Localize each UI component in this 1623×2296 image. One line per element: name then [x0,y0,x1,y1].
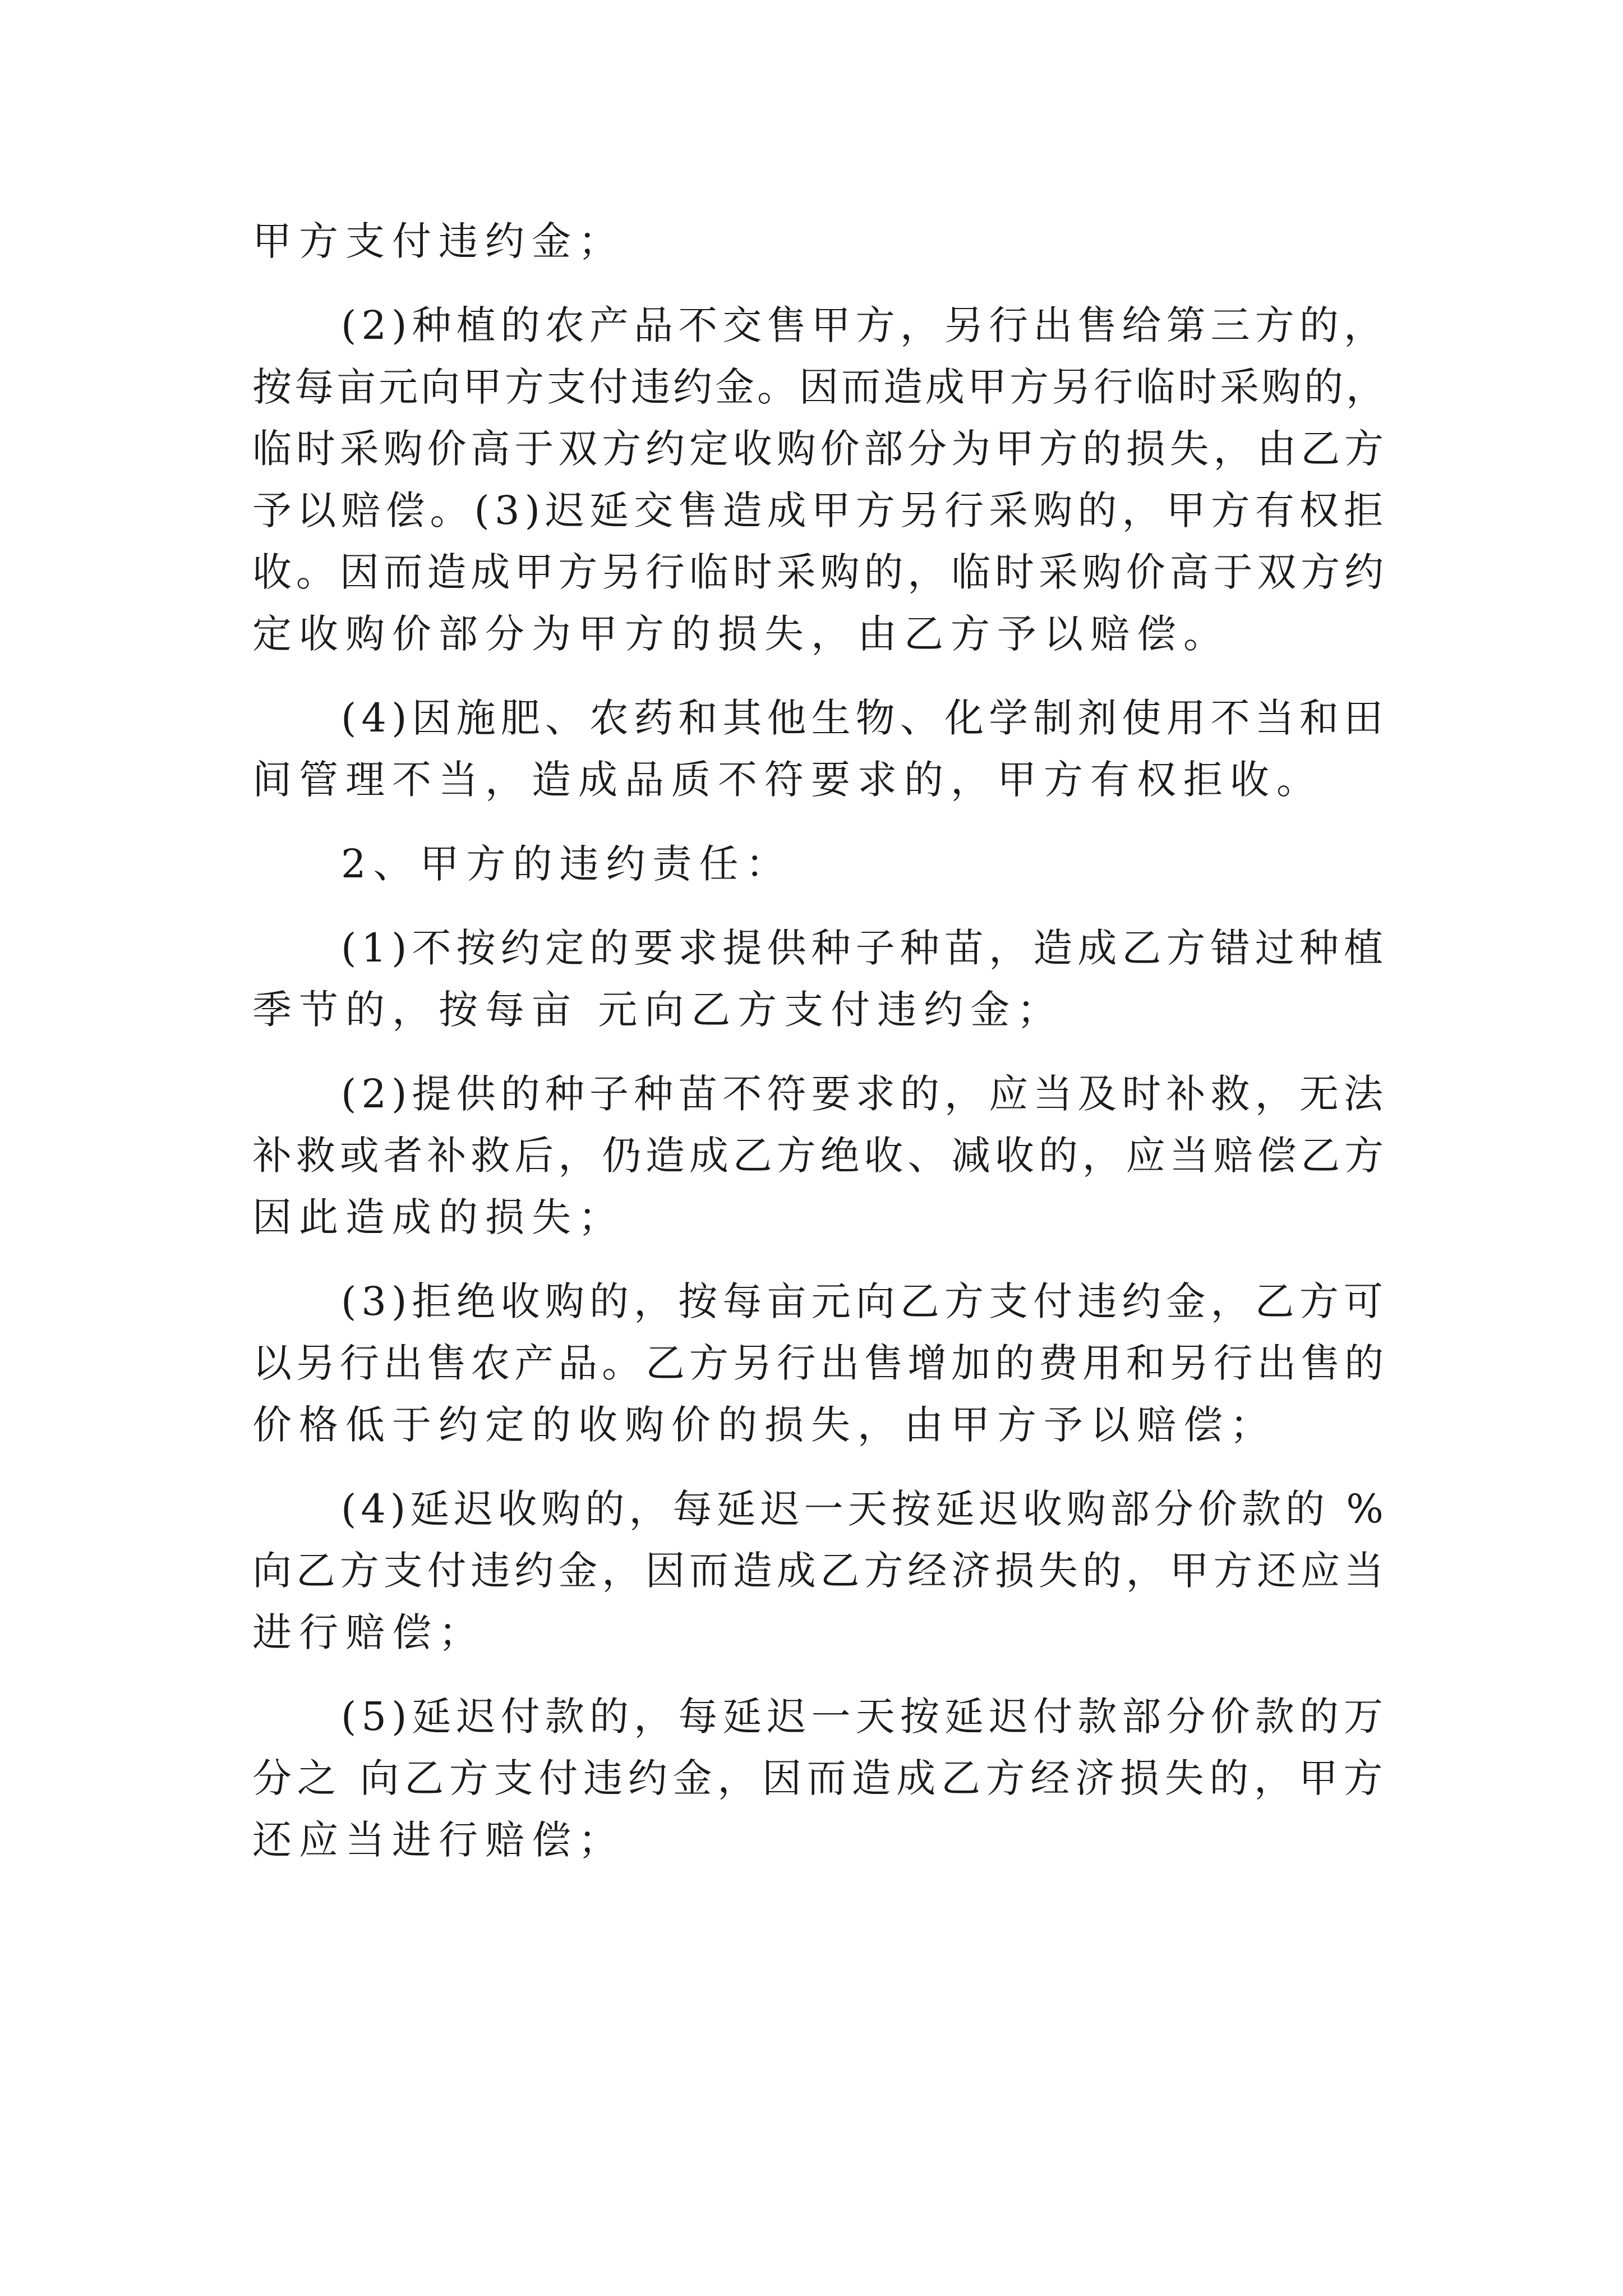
text-line: (3)拒绝收购的，按每亩元向乙方支付违约金，乙方可 [341,1278,1389,1324]
text-line: (1)不按约定的要求提供种子种苗，造成乙方错过种植 [341,925,1389,971]
text-line: 按每亩元向甲方支付违约金。因而造成甲方另行临时采购的， [252,364,1388,410]
text-line: 价格低于约定的收购价的损失，由甲方予以赔偿； [252,1402,1276,1448]
text-line: 还应当进行赔偿； [252,1817,625,1863]
text-line: 2、甲方的违约责任： [341,841,792,887]
text-line: 予以赔偿。(3)迟延交售造成甲方另行采购的，甲方有权拒 [252,487,1389,533]
text-line: 因此造成的损失； [252,1194,625,1240]
text-line: 分之 向乙方支付违约金，因而造成乙方经济损失的，甲方 [252,1755,1389,1801]
text-line: 补救或者补救后，仍造成乙方绝收、减收的，应当赔偿乙方 [252,1133,1388,1179]
text-line: 定收购价部分为甲方的损失，由乙方予以赔偿。 [252,611,1230,657]
text-line: (2)种植的农产品不交售甲方，另行出售给第三方的， [341,302,1389,348]
text-line: 收。因而造成甲方另行临时采购的，临时采购价高于双方约 [252,549,1388,595]
text-line: 甲方支付违约金； [252,218,625,264]
text-line: (4)延迟收购的，每延迟一天按延迟收购部分价款的 % [341,1486,1388,1532]
text-line: 进行赔偿； [252,1609,485,1655]
text-line: (2)提供的种子种苗不符要求的，应当及时补救，无法 [341,1071,1389,1117]
text-line: 临时采购价高于双方约定收购价部分为甲方的损失，由乙方 [252,426,1388,472]
text-line: 向乙方支付违约金，因而造成乙方经济损失的，甲方还应当 [252,1548,1388,1594]
text-line: 以另行出售农产品。乙方另行出售增加的费用和另行出售的 [252,1340,1388,1386]
text-line: 间管理不当，造成品质不符要求的，甲方有权拒收。 [252,757,1323,803]
text-line: 季节的，按每亩 元向乙方支付违约金； [252,987,1064,1033]
text-line: (4)因施肥、农药和其他生物、化学制剂使用不当和田 [341,695,1389,741]
text-line: (5)延迟付款的，每延迟一天按延迟付款部分价款的万 [341,1694,1389,1740]
